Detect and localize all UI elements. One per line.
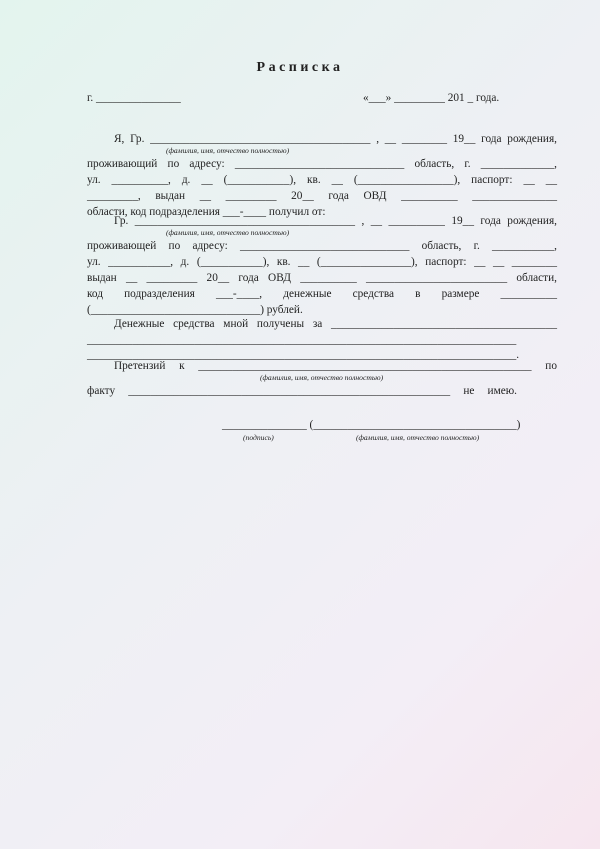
issuer-passport-line: _________, выдан __ _________ 20__ года ОВД __________ _______________ [87, 190, 557, 202]
claims-line: Претензий к ___________________________________________________________ по [114, 360, 557, 372]
payer-passport-line: выдан __ _________ 20__ года ОВД __________ _________________________ области, [87, 272, 557, 284]
city-field: г. _______________ [87, 92, 181, 104]
amount-words-line: (______________________________) рублей. [87, 304, 303, 316]
issuer-region-line: области, код подразделения ___-____ получил от: [87, 206, 326, 218]
issuer-name-caption: (фамилия, имя, отчество полностью) [166, 146, 290, 155]
document-title: Расписка [256, 60, 344, 75]
fact-line: факту _________________________________________________________ не имею. [87, 385, 517, 397]
payer-line: Гр. _______________________________________ , __ __________ 19__ года рождения, [114, 215, 557, 227]
date-field: «___» _________ 201 _ года. [363, 92, 500, 104]
signature-line: _______________ (____________________________________) [222, 419, 521, 431]
payer-code-line: код подразделения ___-____, денежные средства в размере __________ [87, 288, 557, 300]
payer-address-line: проживающей по адресу: ______________________________ область, г. ___________, [87, 240, 557, 252]
issuer-line: Я, Гр. _______________________________________ , __ ________ 19__ года рождения, [114, 133, 557, 145]
payer-street-line: ул. ___________, д. (___________), кв. __ (________________), паспорт: __ __ ________ [87, 256, 557, 268]
purpose-line-3: ____________________________________________________________________________. [87, 349, 520, 361]
signature-name-caption: (фамилия, имя, отчество полностью) [356, 433, 480, 442]
issuer-street-line: ул. __________, д. __ (___________), кв. __ (_________________), паспорт: __ __ [87, 174, 557, 186]
signature-caption: (подпись) [243, 433, 274, 442]
purpose-line: Денежные средства мной получены за ________________________________________ [114, 318, 557, 330]
issuer-address-line: проживающий по адресу: ______________________________ область, г. _____________, [87, 158, 557, 170]
payer-name-caption: (фамилия, имя, отчество полностью) [166, 228, 290, 237]
claims-name-caption: (фамилия, имя, отчество полностью) [260, 373, 384, 382]
purpose-line-2: ____________________________________________________________________________ [87, 334, 517, 346]
